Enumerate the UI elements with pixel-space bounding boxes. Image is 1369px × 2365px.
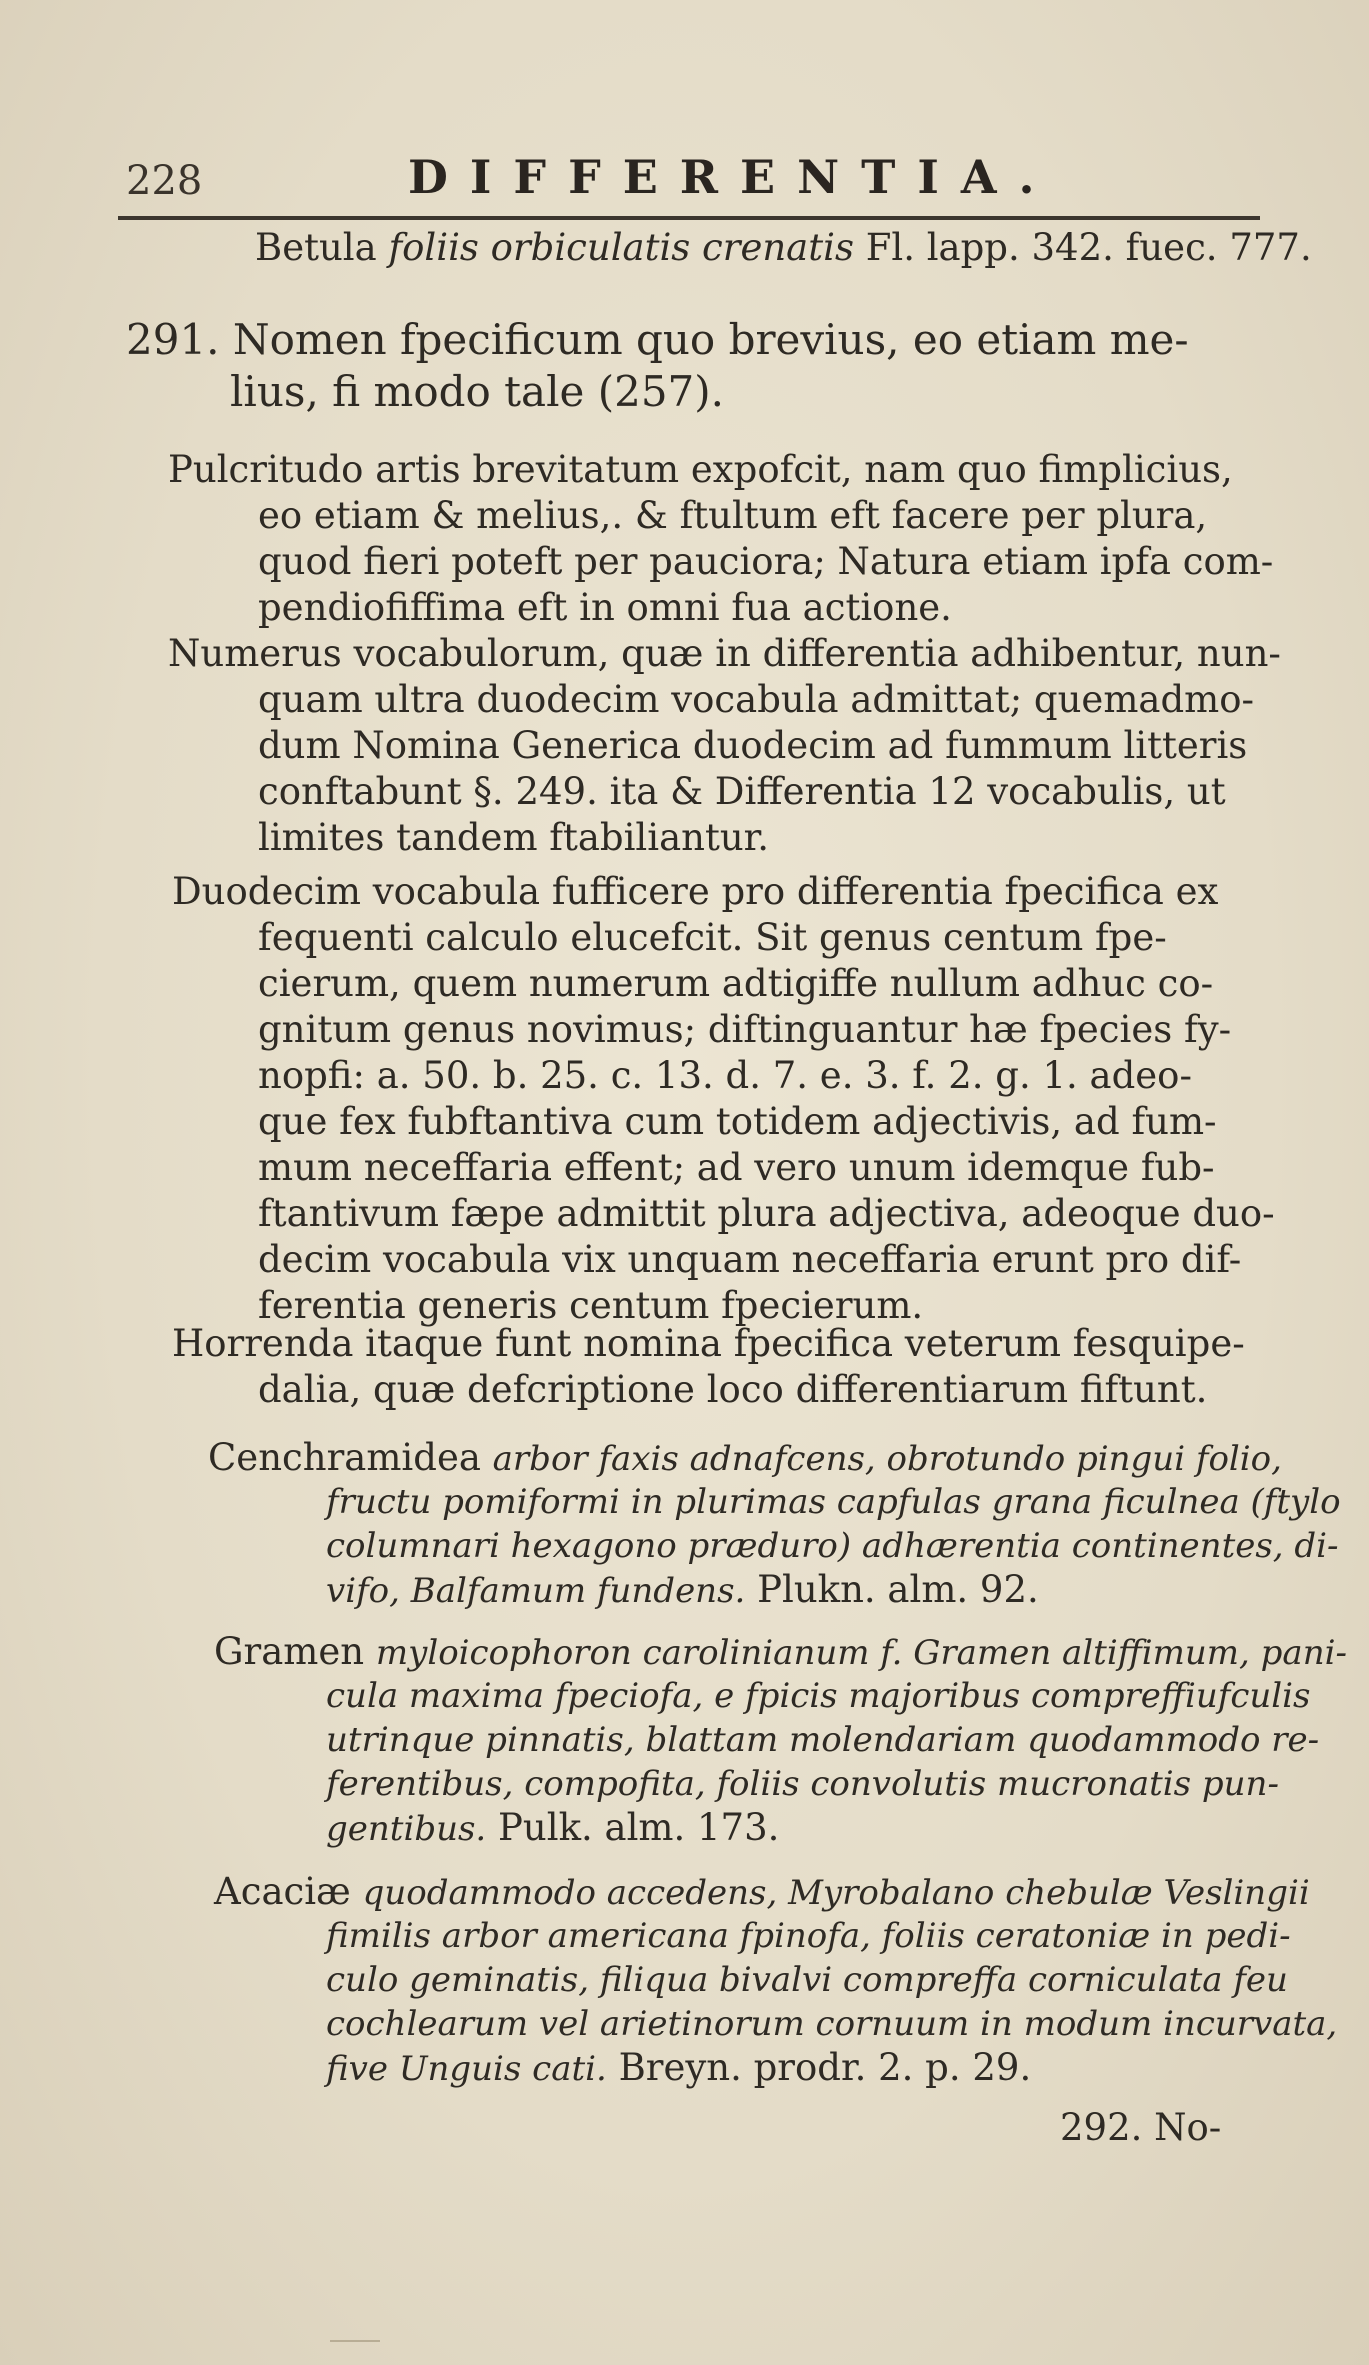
para1-line: quod fieri poteft per pauciora; Natura etiam ipfa com- bbox=[258, 540, 1274, 583]
section-number: 291. bbox=[126, 315, 220, 364]
para3-line: mum neceffaria effent; ad vero unum idemque fub- bbox=[258, 1146, 1215, 1189]
para2-line: limites tandem ftabiliantur. bbox=[258, 816, 770, 859]
example1-line: vifo, Balfamum fundens. Plukn. alm. 92. bbox=[326, 1568, 1039, 1611]
example2-line: gentibus. Pulk. alm. 173. bbox=[326, 1806, 780, 1849]
page-smudge bbox=[330, 2340, 380, 2342]
header-rule bbox=[118, 216, 1260, 220]
example1-line: fructu pomiformi in plurimas capfulas grana ficulnea (ftylo bbox=[326, 1482, 1341, 1522]
para3-line: fequenti calculo elucefcit. Sit genus centum fpe- bbox=[258, 916, 1167, 959]
para4-line: Horrenda itaque funt nomina fpecifica veterum fesquipe- bbox=[172, 1322, 1245, 1365]
para2-line: quam ultra duodecim vocabula admittat; quemadmo- bbox=[258, 678, 1255, 721]
example2-line: ferentibus, compofita, foliis convolutis mucronatis pun- bbox=[326, 1764, 1279, 1804]
top-line: Betula foliis orbiculatis crenatis Fl. lapp. 342. fuec. 777. bbox=[255, 226, 1312, 269]
page-number: 228 bbox=[126, 158, 203, 204]
example1-line: columnari hexagono præduro) adhærentia continentes, di- bbox=[326, 1526, 1339, 1566]
example3-line: fimilis arbor americana fpinofa, foliis ceratoniæ in pedi- bbox=[326, 1916, 1291, 1956]
para3-line: cierum, quem numerum adtigiffe nullum adhuc co- bbox=[258, 962, 1214, 1005]
para3-line: gnitum genus novimus; diftinguantur hæ fpecies fy- bbox=[258, 1008, 1232, 1051]
para3-line: nopfi: a. 50. b. 25. c. 13. d. 7. e. 3. f. 2. g. 1. adeo- bbox=[258, 1054, 1192, 1097]
para1-line: pendiofiffima eft in omni fua actione. bbox=[258, 586, 952, 629]
para3-line: ferentia generis centum fpecierum. bbox=[258, 1284, 924, 1327]
para4-line: dalia, quæ defcriptione loco differentiarum fiftunt. bbox=[258, 1368, 1208, 1411]
running-head: DIFFERENTIA. bbox=[408, 150, 1057, 204]
section-heading-line2: lius, fi modo tale (257). bbox=[230, 367, 725, 416]
catchword: 292. No- bbox=[1060, 2106, 1222, 2149]
para3-line: Duodecim vocabula fufficere pro differentia fpecifica ex bbox=[172, 870, 1219, 913]
para3-line: que fex fubftantiva cum totidem adjectivis, ad fum- bbox=[258, 1100, 1217, 1143]
example3-line: five Unguis cati. Breyn. prodr. 2. p. 29. bbox=[326, 2046, 1032, 2089]
example2-line: Gramen myloicophoron carolinianum f. Gramen altiffimum, pani- bbox=[214, 1630, 1347, 1673]
example3-line: Acaciæ quodammodo accedens, Myrobalano chebulæ Veslingii bbox=[214, 1870, 1310, 1913]
page-header bbox=[118, 150, 1268, 210]
example3-line: culo geminatis, filiqua bivalvi compreffa corniculata feu bbox=[326, 1960, 1288, 2000]
para2-line: dum Nomina Generica duodecim ad fummum litteris bbox=[258, 724, 1248, 767]
para2-line: conftabunt §. 249. ita & Differentia 12 vocabulis, ut bbox=[258, 770, 1226, 813]
example2-line: cula maxima fpeciofa, e fpicis majoribus compreffiufculis bbox=[326, 1676, 1311, 1716]
para1-line: Pulcritudo artis brevitatum expofcit, nam quo fimplicius, bbox=[168, 448, 1233, 491]
section-heading-line1: 291. Nomen fpecificum quo brevius, eo etiam me- bbox=[126, 315, 1189, 364]
para2-line: Numerus vocabulorum, quæ in differentia adhibentur, nun- bbox=[168, 632, 1281, 675]
para1-line: eo etiam & melius,. & ftultum eft facere per plura, bbox=[258, 494, 1208, 537]
para3-line: decim vocabula vix unquam neceffaria erunt pro dif- bbox=[258, 1238, 1242, 1281]
example1-line: Cenchramidea arbor faxis adnafcens, obrotundo pingui folio, bbox=[208, 1436, 1282, 1479]
example3-line: cochlearum vel arietinorum cornuum in modum incurvata, bbox=[326, 2004, 1338, 2044]
para3-line: ftantivum fæpe admittit plura adjectiva, adeoque duo- bbox=[258, 1192, 1275, 1235]
example2-line: utrinque pinnatis, blattam molendariam quodammodo re- bbox=[326, 1720, 1320, 1760]
